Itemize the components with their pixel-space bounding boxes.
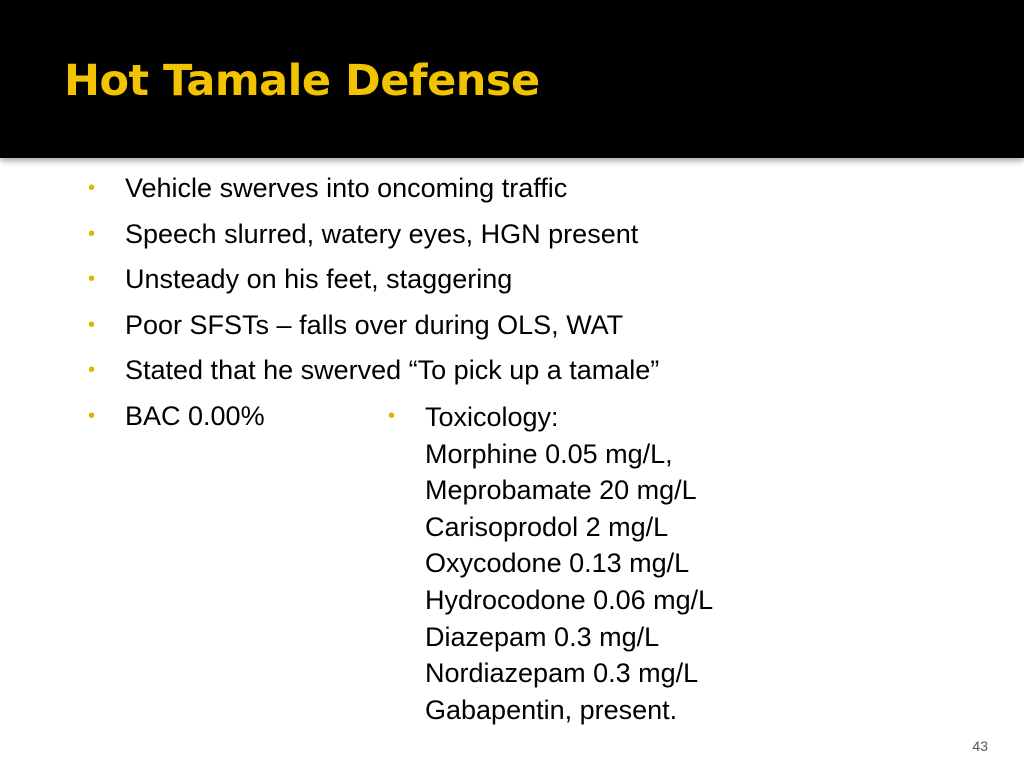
- toxicology-line: Carisoprodol 2 mg/L: [425, 511, 669, 542]
- toxicology-heading: Toxicology:: [425, 402, 559, 432]
- list-item: [88, 262, 659, 308]
- slide-title: Hot Tamale Defense: [64, 56, 540, 106]
- toxicology-block: [388, 399, 713, 728]
- bullet-icon: •: [88, 177, 96, 199]
- bullet-text: Speech slurred, watery eyes, HGN present: [125, 218, 639, 249]
- bullet-text: Unsteady on his feet, staggering: [125, 264, 513, 295]
- bullet-icon: •: [88, 359, 96, 382]
- toxicology-line: Diazepam 0.3 mg/L: [425, 621, 660, 652]
- bullet-icon: •: [388, 405, 396, 427]
- bullet-text: Poor SFSTs – falls over during OLS, WAT: [125, 309, 624, 340]
- list-item: [88, 308, 659, 354]
- toxicology-lines: [425, 399, 713, 728]
- toxicology-line: Hydrocodone 0.06 mg/L: [425, 584, 714, 615]
- bullet-icon: •: [88, 222, 96, 245]
- bullet-text: Vehicle swerves into oncoming traffic: [125, 173, 568, 203]
- bullet-icon: •: [88, 268, 96, 291]
- toxicology-line: Morphine 0.05 mg/L,: [425, 438, 673, 469]
- list-item: [88, 217, 659, 263]
- toxicology-line: Gabapentin, present.: [425, 694, 678, 725]
- toxicology-line: Meprobamate 20 mg/L: [425, 475, 697, 506]
- bullet-icon: •: [88, 313, 96, 336]
- toxicology-line: Nordiazepam 0.3 mg/L: [425, 658, 699, 689]
- toxicology-line: Oxycodone 0.13 mg/L: [425, 548, 690, 579]
- page-number: 43: [972, 738, 988, 754]
- bullet-text: BAC 0.00%: [125, 400, 265, 431]
- list-item: [88, 353, 659, 399]
- title-bar: [0, 0, 1024, 158]
- bullet-icon: •: [88, 404, 96, 427]
- bullet-text: Stated that he swerved “To pick up a tamale”: [125, 355, 660, 386]
- list-item: [88, 171, 659, 217]
